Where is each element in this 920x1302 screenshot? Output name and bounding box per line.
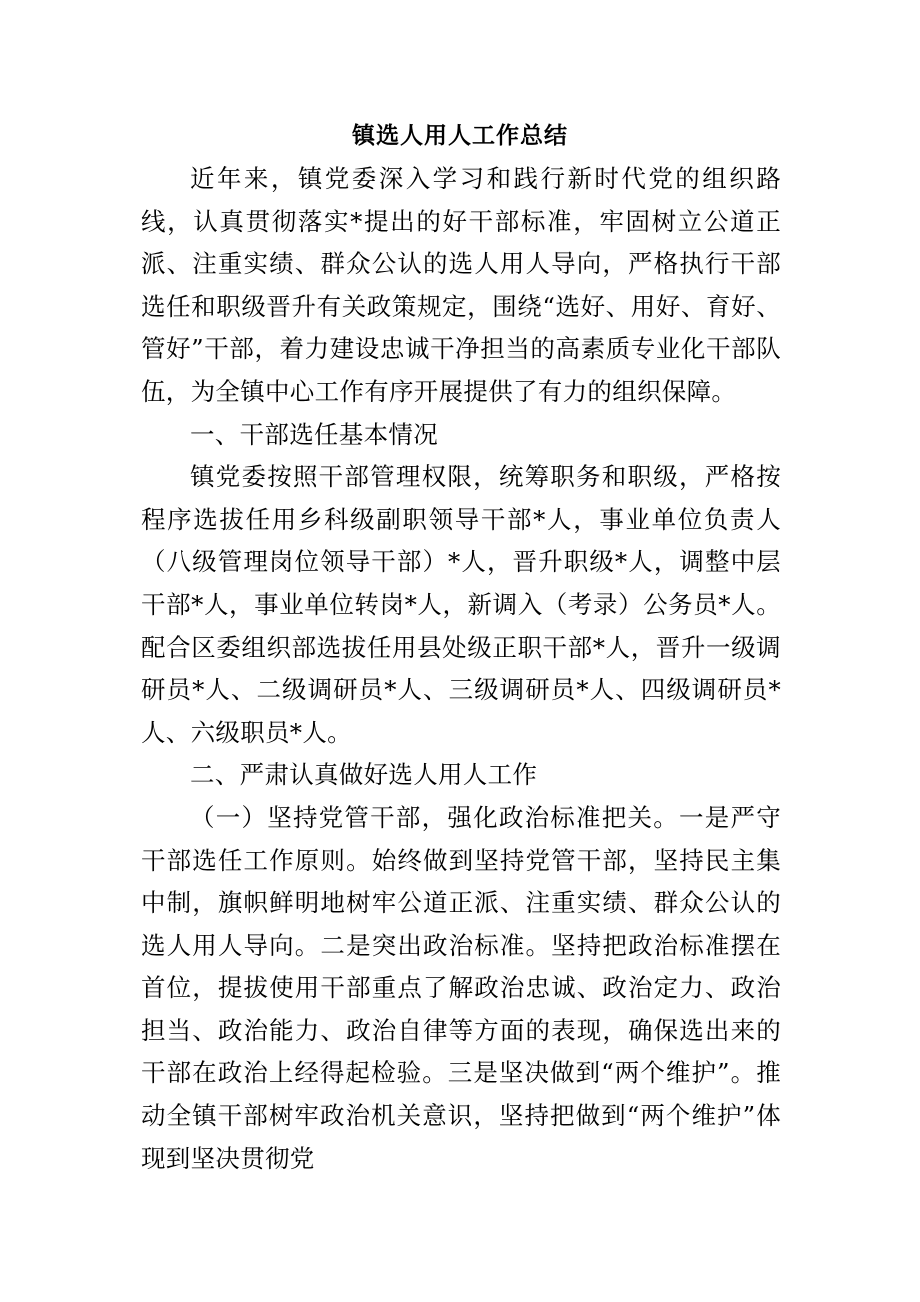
paragraph-subsection-1: （一）坚持党管干部，强化政治标准把关。一是严守干部选任工作原则。始终做到坚持党管干部，坚持民主集中制，旗帜鲜明地树牢公道正派、注重实绩、群众公认的选人用人导向。二是突出政治标准。坚持把政治标准摆在首位，提拔使用干部重点了解政治忠诚、政治定力、政治担当、政治能力、政治自律等方面的表现，确保选出来的干部在政治上经得起检验。三是坚决做到“两个维护”。推动全镇干部树牢政治机关意识，坚持把做到“两个维护”体现到坚决贯彻党 bbox=[141, 802, 781, 1173]
document-title: 镇选人用人工作总结 bbox=[352, 122, 568, 149]
document-body bbox=[141, 158, 781, 1180]
paragraph-intro: 近年来，镇党委深入学习和践行新时代党的组织路线，认真贯彻落实*提出的好干部标准，牢固树立公道正派、注重实绩、群众公认的选人用人导向，严格执行干部选任和职级晋升有关政策规定，围绕“选好、用好、育好、管好”干部，着力建设忠诚干净担当的高素质专业化干部队伍，为全镇中心工作有序开展提供了有力的组织保障。 bbox=[141, 164, 781, 406]
paragraph-section-1: 镇党委按照干部管理权限，统筹职务和职级，严格按程序选拔任用乡科级副职领导干部*人，事业单位负责人（八级管理岗位领导干部）*人，晋升职级*人，调整中层干部*人，事业单位转岗*人，新调入（考录）公务员*人。配合区委组织部选拔任用县处级正职干部*人，晋升一级调研员*人、二级调研员*人、三级调研员*人、四级调研员*人、六级职员*人。 bbox=[141, 462, 781, 747]
section-heading-1: 一、干部选任基本情况 bbox=[190, 419, 438, 449]
section-heading-2: 二、严肃认真做好选人用人工作 bbox=[190, 760, 538, 790]
